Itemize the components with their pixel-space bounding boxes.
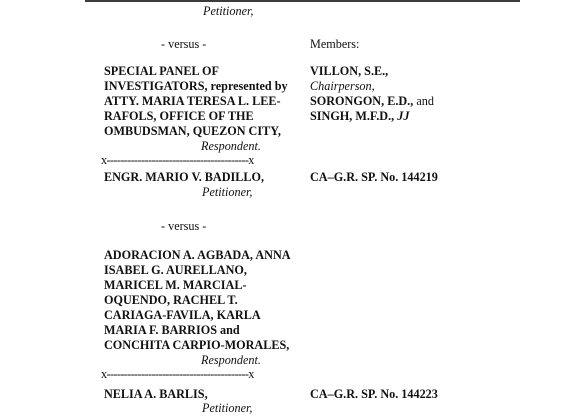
divider-2: x-----------------------------------------x bbox=[101, 367, 254, 381]
cropped-top-text bbox=[85, 0, 520, 2]
respondent-2-line: OQUENDO, RACHEL T. bbox=[104, 293, 238, 307]
member-and: and bbox=[413, 94, 434, 108]
respondent-2-block bbox=[104, 248, 291, 353]
respondent-1-line: SPECIAL PANEL OF bbox=[104, 64, 219, 78]
member-role-chairperson: Chairperson, bbox=[310, 79, 375, 93]
divider-1: x-----------------------------------------x bbox=[101, 153, 254, 167]
petitioner-3-role: Petitioner, bbox=[202, 401, 253, 415]
respondent-2-line: CARIAGA-FAVILA, KARLA bbox=[104, 308, 261, 322]
member-jj: JJ bbox=[394, 109, 410, 123]
member-villon: VILLON, S.E., bbox=[310, 64, 389, 78]
respondent-1-line: INVESTIGATORS, represented by bbox=[104, 79, 288, 93]
petitioner-role-1: Petitioner, bbox=[203, 4, 254, 18]
members-heading: Members: bbox=[310, 37, 360, 51]
respondent-1-line: RAFOLS, OFFICE OF THE bbox=[104, 109, 254, 123]
member-singh: SINGH, M.F.D., bbox=[310, 109, 395, 123]
member-sorongon-line bbox=[310, 94, 434, 109]
member-singh-line bbox=[310, 109, 434, 124]
petitioner-2-name: ENGR. MARIO V. BADILLO, bbox=[104, 170, 265, 184]
petitioner-3-name: NELIA A. BARLIS, bbox=[104, 387, 208, 401]
respondent-1-line: ATTY. MARIA TERESA L. LEE- bbox=[104, 94, 281, 108]
respondent-2-line: MARICEL M. MARCIAL- bbox=[104, 278, 247, 292]
respondent-2-line: ADORACION A. AGBADA, ANNA bbox=[104, 248, 291, 262]
member-sorongon: SORONGON, E.D., bbox=[310, 94, 414, 108]
respondent-1-line: OMBUDSMAN, QUEZON CITY, bbox=[104, 124, 281, 138]
respondent-1-block bbox=[104, 64, 288, 139]
respondent-2-line: CONCHITA CARPIO-MORALES, bbox=[104, 338, 290, 352]
versus-1: - versus - bbox=[161, 37, 207, 51]
case-number-2: CA–G.R. SP. No. 144219 bbox=[310, 170, 438, 184]
case-number-3: CA–G.R. SP. No. 144223 bbox=[310, 387, 438, 401]
versus-2: - versus - bbox=[161, 219, 207, 233]
members-list bbox=[310, 64, 434, 124]
respondent-2-role: Respondent. bbox=[201, 353, 261, 367]
respondent-2-line: ISABEL G. AURELLANO, bbox=[104, 263, 247, 277]
respondent-2-line: MARIA F. BARRIOS and bbox=[104, 323, 240, 337]
petitioner-2-role: Petitioner, bbox=[202, 185, 253, 199]
respondent-1-role: Respondent. bbox=[201, 139, 261, 153]
